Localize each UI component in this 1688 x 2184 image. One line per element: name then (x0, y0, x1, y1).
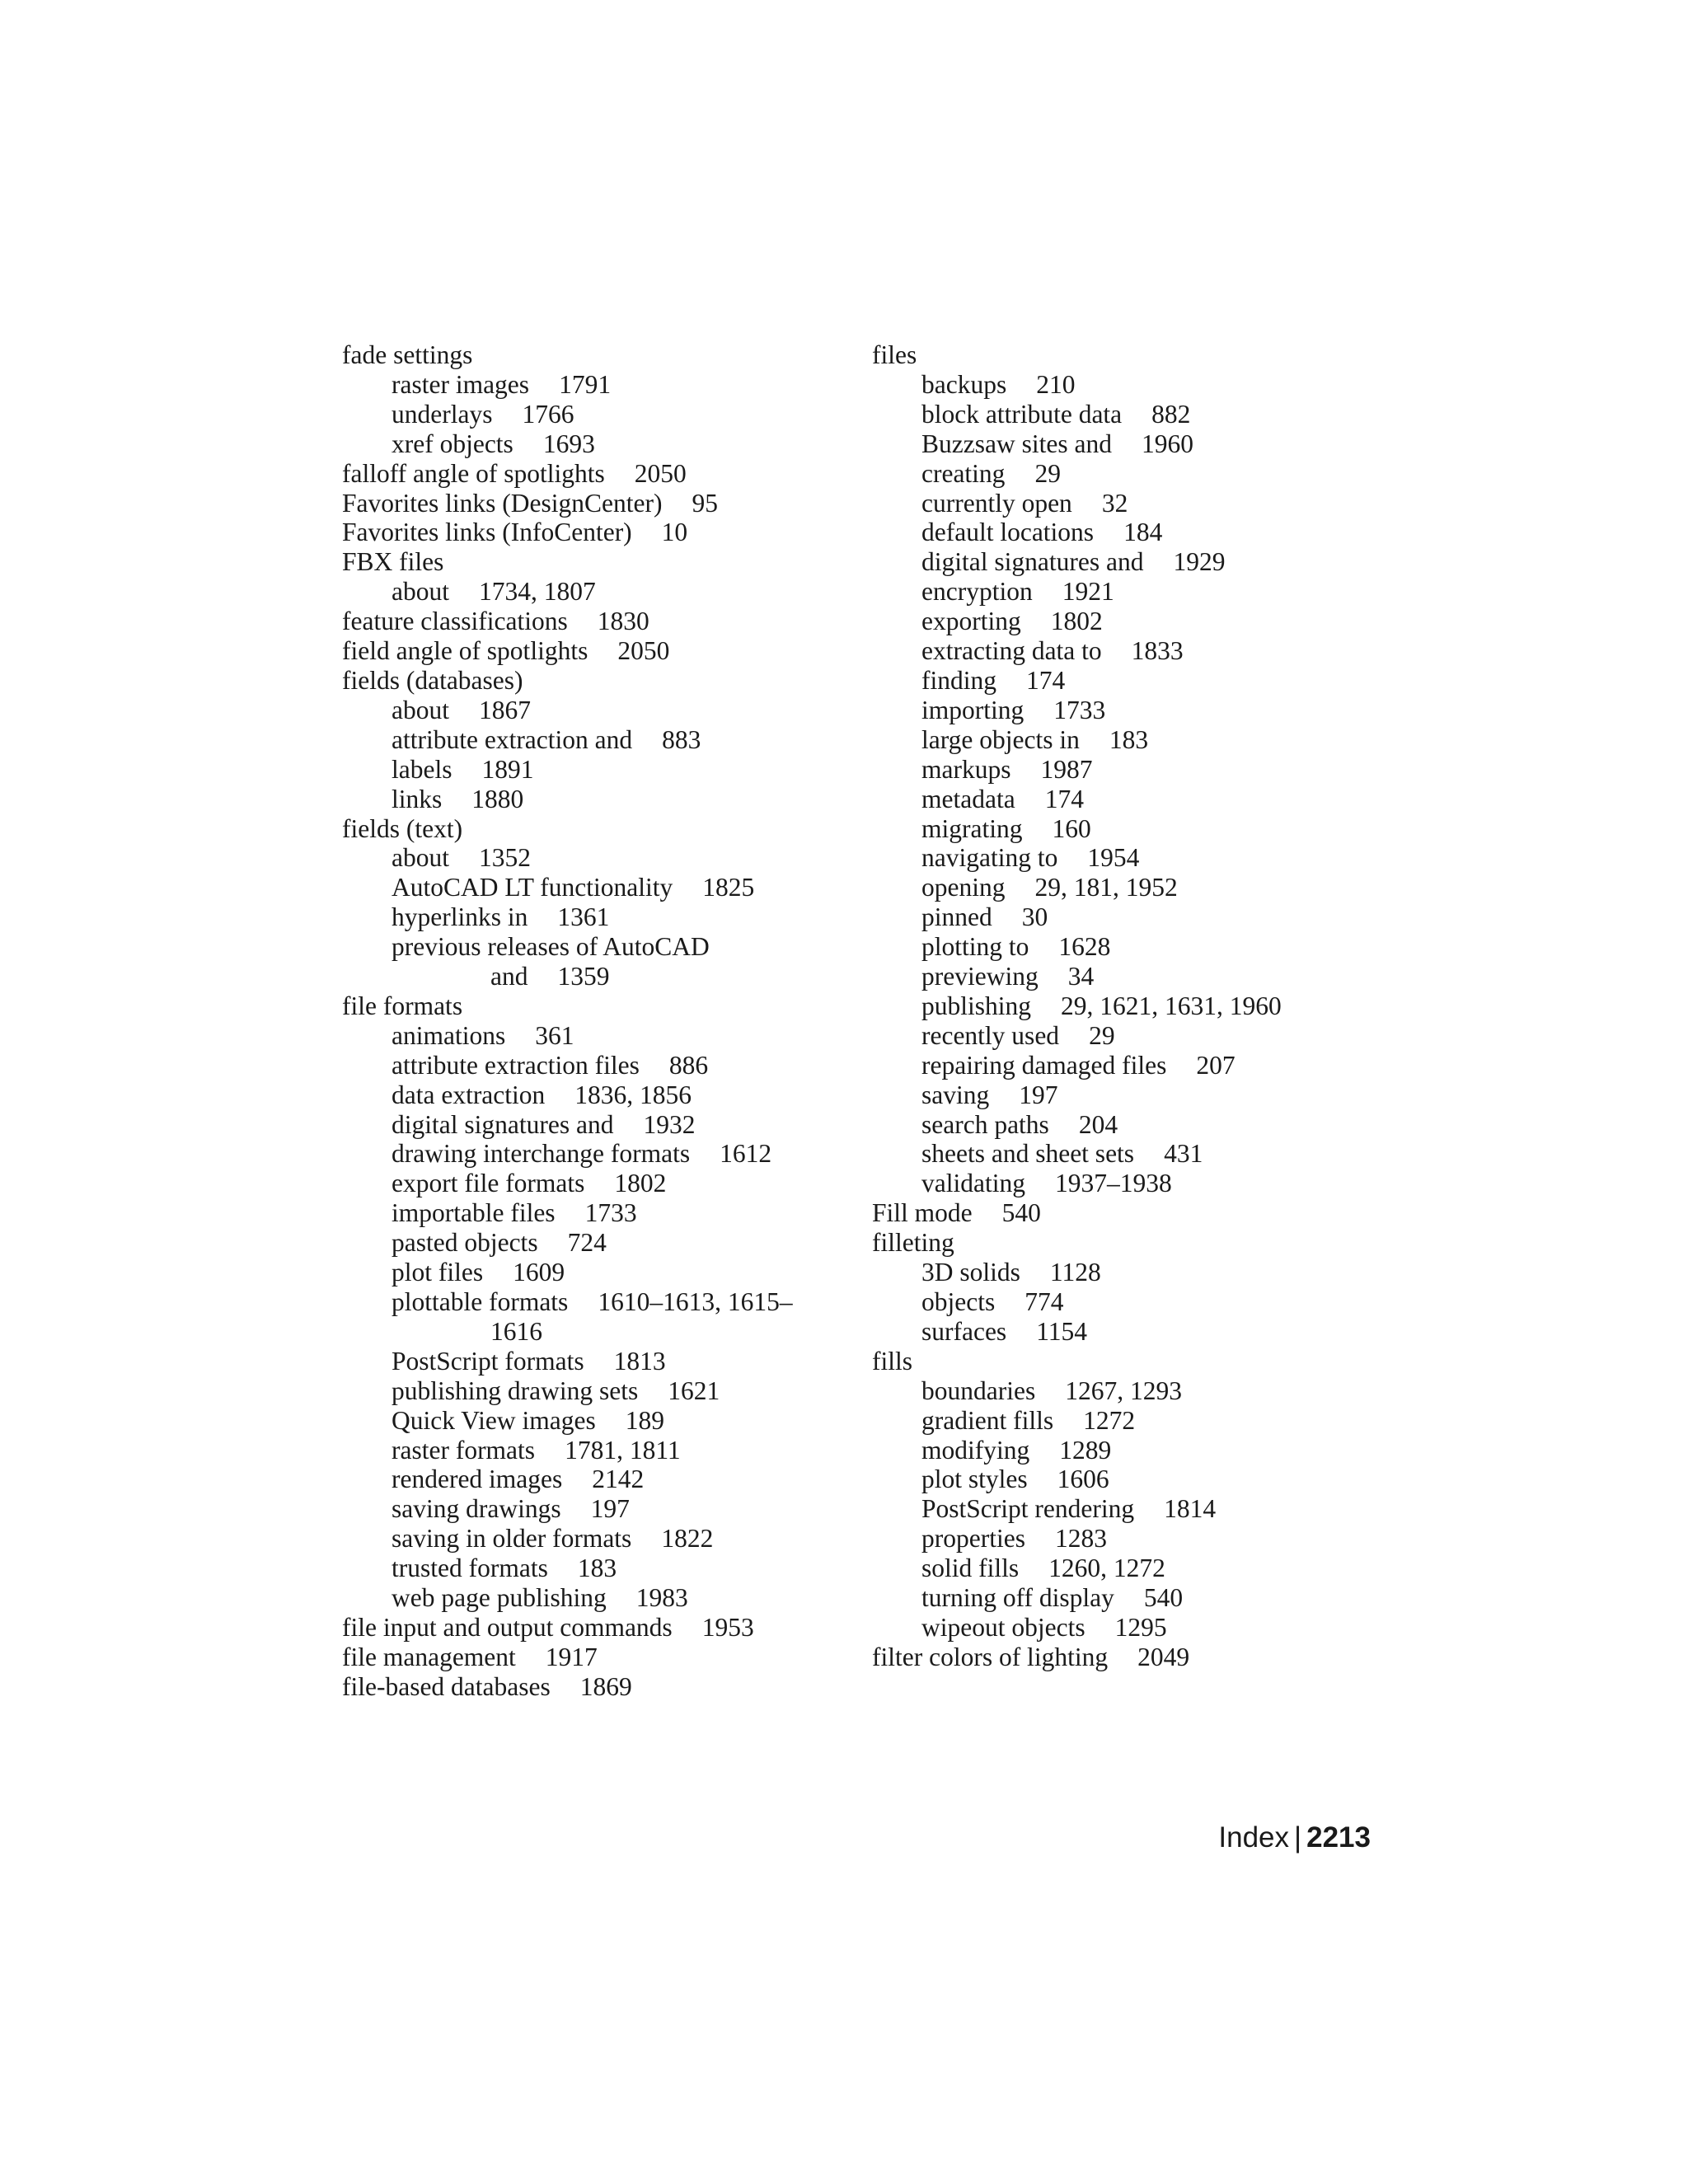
footer-section-label: Index (1218, 1821, 1290, 1854)
page-number: 2213 (1306, 1821, 1371, 1854)
index-term: encryption (921, 577, 1033, 607)
index-subentry (872, 814, 1367, 844)
index-pages: 210 (1036, 369, 1076, 399)
index-pages: 1791 (559, 369, 612, 399)
index-term: large objects in (921, 724, 1080, 754)
index-pages: 1954 (1087, 843, 1140, 873)
index-term: opening (921, 873, 1006, 902)
index-term: default locations (921, 518, 1095, 547)
index-term: raster formats (392, 1435, 536, 1465)
index-term: publishing (921, 991, 1032, 1020)
index-pages: 2142 (592, 1465, 645, 1494)
index-entry (342, 1613, 828, 1643)
index-subentry (342, 843, 828, 873)
index-entry (872, 1228, 1367, 1258)
index-subentry (872, 873, 1367, 902)
index-subentry (342, 1110, 828, 1140)
index-pages: 189 (625, 1405, 664, 1435)
index-term: saving in older formats (392, 1524, 632, 1554)
index-term: web page publishing (392, 1583, 607, 1613)
index-subentry (872, 843, 1367, 873)
index-pages: 204 (1078, 1109, 1118, 1139)
index-subentry (342, 1287, 828, 1347)
index-term: finding (921, 665, 996, 695)
index-subentry (342, 370, 828, 400)
index-subentry (872, 785, 1367, 814)
index-term: previous releases of AutoCAD (392, 932, 710, 962)
index-entry (342, 340, 828, 370)
index-term: attribute extraction files (392, 1050, 640, 1080)
index-term: navigating to (921, 843, 1058, 873)
index-pages: 32 (1101, 488, 1128, 518)
index-term: filleting (872, 1228, 954, 1258)
index-term: validating (921, 1169, 1025, 1198)
index-term: field angle of spotlights (342, 636, 588, 666)
index-subentry (872, 518, 1367, 547)
index-pages: 1267, 1293 (1065, 1376, 1182, 1405)
index-term: trusted formats (392, 1554, 548, 1583)
index-subentry (872, 400, 1367, 429)
index-term: surfaces (921, 1316, 1007, 1346)
index-pages: 886 (668, 1050, 709, 1080)
index-pages: 30 (1021, 902, 1048, 932)
index-subentry (872, 1021, 1367, 1051)
index-term: plot files (392, 1258, 484, 1287)
index-term: plottable formats (392, 1287, 569, 1316)
index-subentry (872, 932, 1367, 962)
index-subentry (342, 1139, 828, 1169)
footer-separator: | (1294, 1821, 1302, 1854)
index-term: Favorites links (DesignCenter) (342, 488, 663, 518)
index-term: Favorites links (InfoCenter) (342, 518, 632, 547)
index-pages: 1621 (668, 1376, 720, 1405)
index-term: about (392, 843, 449, 873)
index-subentry (872, 962, 1367, 991)
index-pages: 540 (1143, 1583, 1184, 1613)
index-term: animations (392, 1020, 506, 1050)
index-subentry (872, 1169, 1367, 1198)
index-term: files (872, 340, 917, 369)
index-subentry (872, 1494, 1367, 1524)
index-subentry (872, 1613, 1367, 1643)
index-subentry (342, 1258, 828, 1287)
index-entry (342, 991, 828, 1021)
index-subentry (872, 1287, 1367, 1317)
index-pages: 1272 (1083, 1405, 1136, 1435)
index-pages: 1983 (635, 1583, 688, 1613)
index-term: gradient fills (921, 1405, 1054, 1435)
index-term: digital signatures and (392, 1109, 614, 1139)
index-subentry (342, 429, 828, 459)
index-subentry (872, 636, 1367, 666)
index-subentry (342, 1347, 828, 1376)
index-pages: 1628 (1058, 932, 1111, 962)
index-subentry (872, 1317, 1367, 1347)
index-term: importing (921, 695, 1025, 724)
index-term: properties (921, 1524, 1025, 1554)
index-pages: 1929 (1173, 547, 1226, 577)
index-term: PostScript formats (392, 1346, 584, 1376)
index-pages: 197 (590, 1494, 630, 1524)
index-term: about (392, 695, 449, 724)
index-subentry (872, 1139, 1367, 1169)
index-entry (342, 459, 828, 489)
index-entry (342, 607, 828, 636)
index-pages-continued: 1616 (490, 1316, 542, 1346)
index-subentry (872, 547, 1367, 577)
index-term: labels (392, 754, 452, 784)
index-subentry (872, 1406, 1367, 1436)
index-term: fills (872, 1346, 913, 1376)
index-term: metadata (921, 784, 1015, 813)
index-pages: 882 (1151, 399, 1191, 429)
index-subentry (872, 1465, 1367, 1494)
index-subentry (872, 1554, 1367, 1583)
index-subentry (872, 1524, 1367, 1554)
index-pages: 1869 (579, 1671, 632, 1701)
index-subentry (872, 1258, 1367, 1287)
index-subentry (342, 1583, 828, 1613)
index-pages: 207 (1196, 1050, 1236, 1080)
index-entry (872, 1198, 1367, 1228)
index-subentry (872, 1583, 1367, 1613)
index-term: modifying (921, 1435, 1030, 1465)
index-pages: 1836, 1856 (574, 1080, 692, 1109)
index-pages: 1867 (478, 695, 531, 724)
index-subentry (342, 1406, 828, 1436)
index-pages: 1830 (597, 607, 649, 636)
index-term: publishing drawing sets (392, 1376, 639, 1405)
index-subentry (872, 1080, 1367, 1110)
index-subentry (872, 459, 1367, 489)
index-pages: 1260, 1272 (1048, 1554, 1165, 1583)
index-subentry (872, 489, 1367, 518)
index-pages: 1361 (557, 902, 610, 932)
index-subentry (872, 991, 1367, 1021)
index-entry (342, 547, 828, 577)
index-term: exporting (921, 607, 1021, 636)
index-pages: 174 (1044, 784, 1084, 813)
index-pages: 1917 (545, 1642, 598, 1671)
index-subentry (342, 1494, 828, 1524)
index-pages: 1953 (701, 1612, 754, 1642)
index-pages: 1932 (643, 1109, 696, 1139)
index-pages: 1825 (702, 873, 755, 902)
index-term: fade settings (342, 340, 473, 369)
index-pages: 1128 (1049, 1258, 1101, 1287)
index-pages: 1693 (542, 429, 595, 458)
index-term: digital signatures and (921, 547, 1144, 577)
index-entry (342, 518, 828, 547)
index-term: search paths (921, 1109, 1049, 1139)
index-entry (872, 1643, 1367, 1672)
index-pages: 34 (1067, 962, 1095, 991)
index-term: migrating (921, 813, 1023, 843)
index-term: 3D solids (921, 1258, 1020, 1287)
index-term: falloff angle of spotlights (342, 458, 605, 488)
index-term: backups (921, 369, 1007, 399)
index-term: objects (921, 1287, 996, 1316)
index-pages: 1283 (1054, 1524, 1107, 1554)
index-term: importable files (392, 1198, 556, 1228)
index-subentry (342, 1169, 828, 1198)
index-pages: 1937–1938 (1054, 1169, 1172, 1198)
index-term: underlays (392, 399, 493, 429)
index-entry (872, 1347, 1367, 1376)
index-term: file formats (342, 991, 463, 1020)
index-pages: 183 (1109, 724, 1149, 754)
index-pages: 1289 (1059, 1435, 1112, 1465)
index-term-continued-text: and (490, 962, 528, 991)
index-term: pinned (921, 902, 992, 932)
index-term: boundaries (921, 1376, 1036, 1405)
index-pages: 431 (1164, 1139, 1203, 1169)
index-pages: 29, 181, 1952 (1034, 873, 1178, 902)
index-pages: 1987 (1040, 754, 1093, 784)
index-term: turning off display (921, 1583, 1114, 1613)
index-subentry (342, 902, 828, 932)
index-term: block attribute data (921, 399, 1123, 429)
index-pages: 29 (1034, 458, 1061, 488)
index-subentry (872, 696, 1367, 725)
index-subentry (342, 1051, 828, 1080)
index-pages: 1802 (614, 1169, 667, 1198)
index-pages: 1154 (1036, 1316, 1088, 1346)
index-term: Buzzsaw sites and (921, 429, 1112, 458)
index-subentry (342, 400, 828, 429)
index-subentry (872, 607, 1367, 636)
index-term: saving drawings (392, 1494, 561, 1524)
index-subentry (342, 1228, 828, 1258)
index-pages: 95 (692, 488, 718, 518)
index-subentry (872, 1436, 1367, 1465)
index-term: Quick View images (392, 1405, 596, 1435)
index-pages: 2050 (634, 458, 687, 488)
index-term: filter colors of lighting (872, 1642, 1109, 1671)
index-pages: 1781, 1811 (565, 1435, 681, 1465)
index-pages: 183 (577, 1554, 617, 1583)
index-subentry (342, 1554, 828, 1583)
index-pages: 1295 (1114, 1612, 1167, 1642)
index-term: AutoCAD LT functionality (392, 873, 673, 902)
index-subentry (872, 1051, 1367, 1080)
index-term: xref objects (392, 429, 513, 458)
index-pages: 1359 (557, 962, 610, 991)
index-term: links (392, 784, 443, 813)
index-pages: 1612 (720, 1139, 772, 1169)
index-pages: 2050 (617, 636, 670, 666)
index-subentry (342, 1021, 828, 1051)
index-entry (342, 1643, 828, 1672)
index-subentry (872, 577, 1367, 607)
index-subentry (872, 755, 1367, 785)
index-pages: 197 (1019, 1080, 1058, 1109)
index-subentry (342, 1465, 828, 1494)
index-term: raster images (392, 369, 530, 399)
index-pages: 1960 (1141, 429, 1193, 458)
index-term: creating (921, 458, 1006, 488)
index-pages: 774 (1025, 1287, 1064, 1316)
index-subentry (872, 902, 1367, 932)
index-pages: 1813 (613, 1346, 666, 1376)
index-pages: 361 (535, 1020, 574, 1050)
index-subentry (342, 785, 828, 814)
index-pages: 1610–1613, 1615– (598, 1287, 793, 1316)
index-pages: 883 (662, 724, 701, 754)
index-pages: 1880 (471, 784, 524, 813)
index-pages: 1606 (1057, 1465, 1109, 1494)
index-pages: 1802 (1050, 607, 1103, 636)
index-term: wipeout objects (921, 1612, 1085, 1642)
page-footer (1218, 1821, 1371, 1854)
index-pages: 1733 (584, 1198, 637, 1228)
index-term: extracting data to (921, 636, 1102, 666)
index-pages: 2049 (1137, 1642, 1190, 1671)
index-pages: 1766 (522, 399, 574, 429)
index-subentry (872, 666, 1367, 696)
index-term: FBX files (342, 547, 444, 577)
index-subentry (342, 696, 828, 725)
index-term: plot styles (921, 1465, 1028, 1494)
index-pages: 1734, 1807 (478, 577, 596, 607)
index-term: sheets and sheet sets (921, 1139, 1135, 1169)
index-subentry (342, 932, 828, 991)
index-term: file input and output commands (342, 1612, 673, 1642)
index-term: hyperlinks in (392, 902, 528, 932)
index-column-right (872, 340, 1367, 1672)
index-term: repairing damaged files (921, 1050, 1167, 1080)
index-entry (342, 666, 828, 696)
index-pages: 10 (661, 518, 688, 547)
index-subentry (342, 1080, 828, 1110)
index-term: recently used (921, 1020, 1060, 1050)
index-pages: 1891 (481, 754, 534, 784)
index-entry (342, 489, 828, 518)
index-term: solid fills (921, 1554, 1020, 1583)
index-pages: 1352 (478, 843, 531, 873)
index-term: Fill mode (872, 1198, 973, 1228)
index-term: file management (342, 1642, 516, 1671)
index-term: data extraction (392, 1080, 546, 1109)
index-entry (342, 1672, 828, 1702)
index-term: drawing interchange formats (392, 1139, 691, 1169)
index-pages: 184 (1123, 518, 1163, 547)
index-term: about (392, 577, 449, 607)
index-pages: 1733 (1053, 695, 1106, 724)
index-entry (872, 340, 1367, 370)
index-term: saving (921, 1080, 990, 1109)
index-pages: 1833 (1131, 636, 1184, 666)
index-subentry (342, 1524, 828, 1554)
index-subentry (872, 1110, 1367, 1140)
index-term: fields (databases) (342, 665, 523, 695)
index-term: pasted objects (392, 1228, 538, 1258)
index-pages: 1814 (1164, 1494, 1217, 1524)
index-pages: 160 (1052, 813, 1091, 843)
index-term: file-based databases (342, 1671, 551, 1701)
index-subentry (342, 1198, 828, 1228)
index-column-left (342, 340, 828, 1702)
index-entry (342, 636, 828, 666)
index-term: export file formats (392, 1169, 585, 1198)
index-pages: 29, 1621, 1631, 1960 (1061, 991, 1282, 1020)
index-term: feature classifications (342, 607, 568, 636)
index-pages: 1822 (661, 1524, 714, 1554)
index-subentry (342, 873, 828, 902)
index-subentry (342, 1436, 828, 1465)
index-subentry (872, 1376, 1367, 1406)
index-pages: 1921 (1062, 577, 1114, 607)
index-term: plotting to (921, 932, 1029, 962)
index-term: rendered images (392, 1465, 563, 1494)
index-subentry (342, 725, 828, 755)
index-pages: 724 (567, 1228, 607, 1258)
index-term: previewing (921, 962, 1039, 991)
index-subentry (872, 725, 1367, 755)
index-term: markups (921, 754, 1011, 784)
index-pages: 174 (1026, 665, 1066, 695)
index-term: fields (text) (342, 813, 463, 843)
index-pages: 29 (1089, 1020, 1115, 1050)
index-term: attribute extraction and (392, 724, 633, 754)
index-subentry (342, 577, 828, 607)
index-term: currently open (921, 488, 1072, 518)
index-pages: 1609 (513, 1258, 565, 1287)
index-term-continued (392, 962, 828, 991)
index-term: PostScript rendering (921, 1494, 1135, 1524)
index-subentry (342, 1376, 828, 1406)
index-subentry (342, 755, 828, 785)
index-pages: 540 (1001, 1198, 1041, 1228)
index-subentry (872, 370, 1367, 400)
index-entry (342, 814, 828, 844)
index-subentry (872, 429, 1367, 459)
